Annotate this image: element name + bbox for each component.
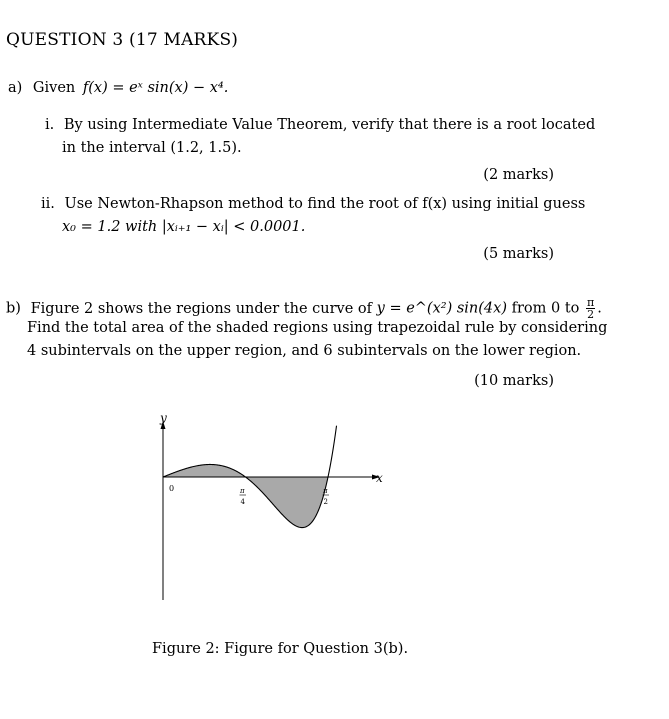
y-axis-label: y xyxy=(160,411,167,425)
part-b-line1-start: Figure 2 shows the regions under the curve of xyxy=(30,300,373,317)
part-b-upper-limit xyxy=(586,297,595,320)
part-b-marks: (10 marks) xyxy=(474,373,554,389)
part-b-line3: 4 subintervals on the upper region, and 6 subintervals on the lower region. xyxy=(27,343,582,359)
tick-pi4-num: π xyxy=(240,487,245,495)
part-b-label: b) xyxy=(6,300,21,317)
part-a-given-word: Given xyxy=(32,80,76,96)
upper-shaded-region xyxy=(163,464,246,477)
figure-caption: Figure 2: Figure for Question 3(b). xyxy=(152,641,409,657)
part-a-i-marks: (2 marks) xyxy=(483,167,554,183)
part-a-ii-text1: Use Newton-Rhapson method to find the root of f(x) using initial guess xyxy=(64,196,586,212)
part-a-ii-line2: x₀ = 1.2 with |xᵢ₊₁ − xᵢ| < 0.0001. xyxy=(62,219,306,235)
part-a-label: a) xyxy=(8,80,23,96)
part-a-i-label: i. xyxy=(45,117,55,133)
tick-pi2-num: π xyxy=(323,487,328,495)
x-axis-label: x xyxy=(376,471,383,485)
part-a-given xyxy=(8,80,228,96)
upper-limit-num: π xyxy=(586,296,595,309)
part-a-ii-line1 xyxy=(41,196,585,212)
part-a-ii-label: ii. xyxy=(41,196,55,212)
part-b-from: from 0 to xyxy=(511,300,580,317)
part-a-i-text1: By using Intermediate Value Theorem, verify that there is a root located xyxy=(63,117,596,133)
tick-pi2-den: 2 xyxy=(323,498,328,506)
part-a-function: f(x) = eˣ sin(x) − x⁴. xyxy=(82,80,229,96)
part-b-equation: y = e^(x²) sin(4x) xyxy=(376,300,507,317)
origin-label: 0 xyxy=(169,484,175,493)
tick-pi4-den: 4 xyxy=(240,498,245,506)
figure-2 xyxy=(140,405,400,605)
lower-shaded-region xyxy=(246,477,329,528)
question-title: QUESTION 3 (17 MARKS) xyxy=(6,30,239,50)
part-b-line1: b) Figure 2 shows the regions under the curve of y = e^(x²) sin(4x) from 0 to $\frac{\pi}{2}$ . xyxy=(6,296,602,321)
upper-limit-den: 2 xyxy=(587,308,595,321)
part-a-i-line1 xyxy=(45,117,595,133)
part-a-ii-marks: (5 marks) xyxy=(483,246,554,262)
part-a-i-line2: in the interval (1.2, 1.5). xyxy=(62,140,242,156)
part-b-line2: Find the total area of the shaded regions using trapezoidal rule by considering xyxy=(27,320,608,336)
